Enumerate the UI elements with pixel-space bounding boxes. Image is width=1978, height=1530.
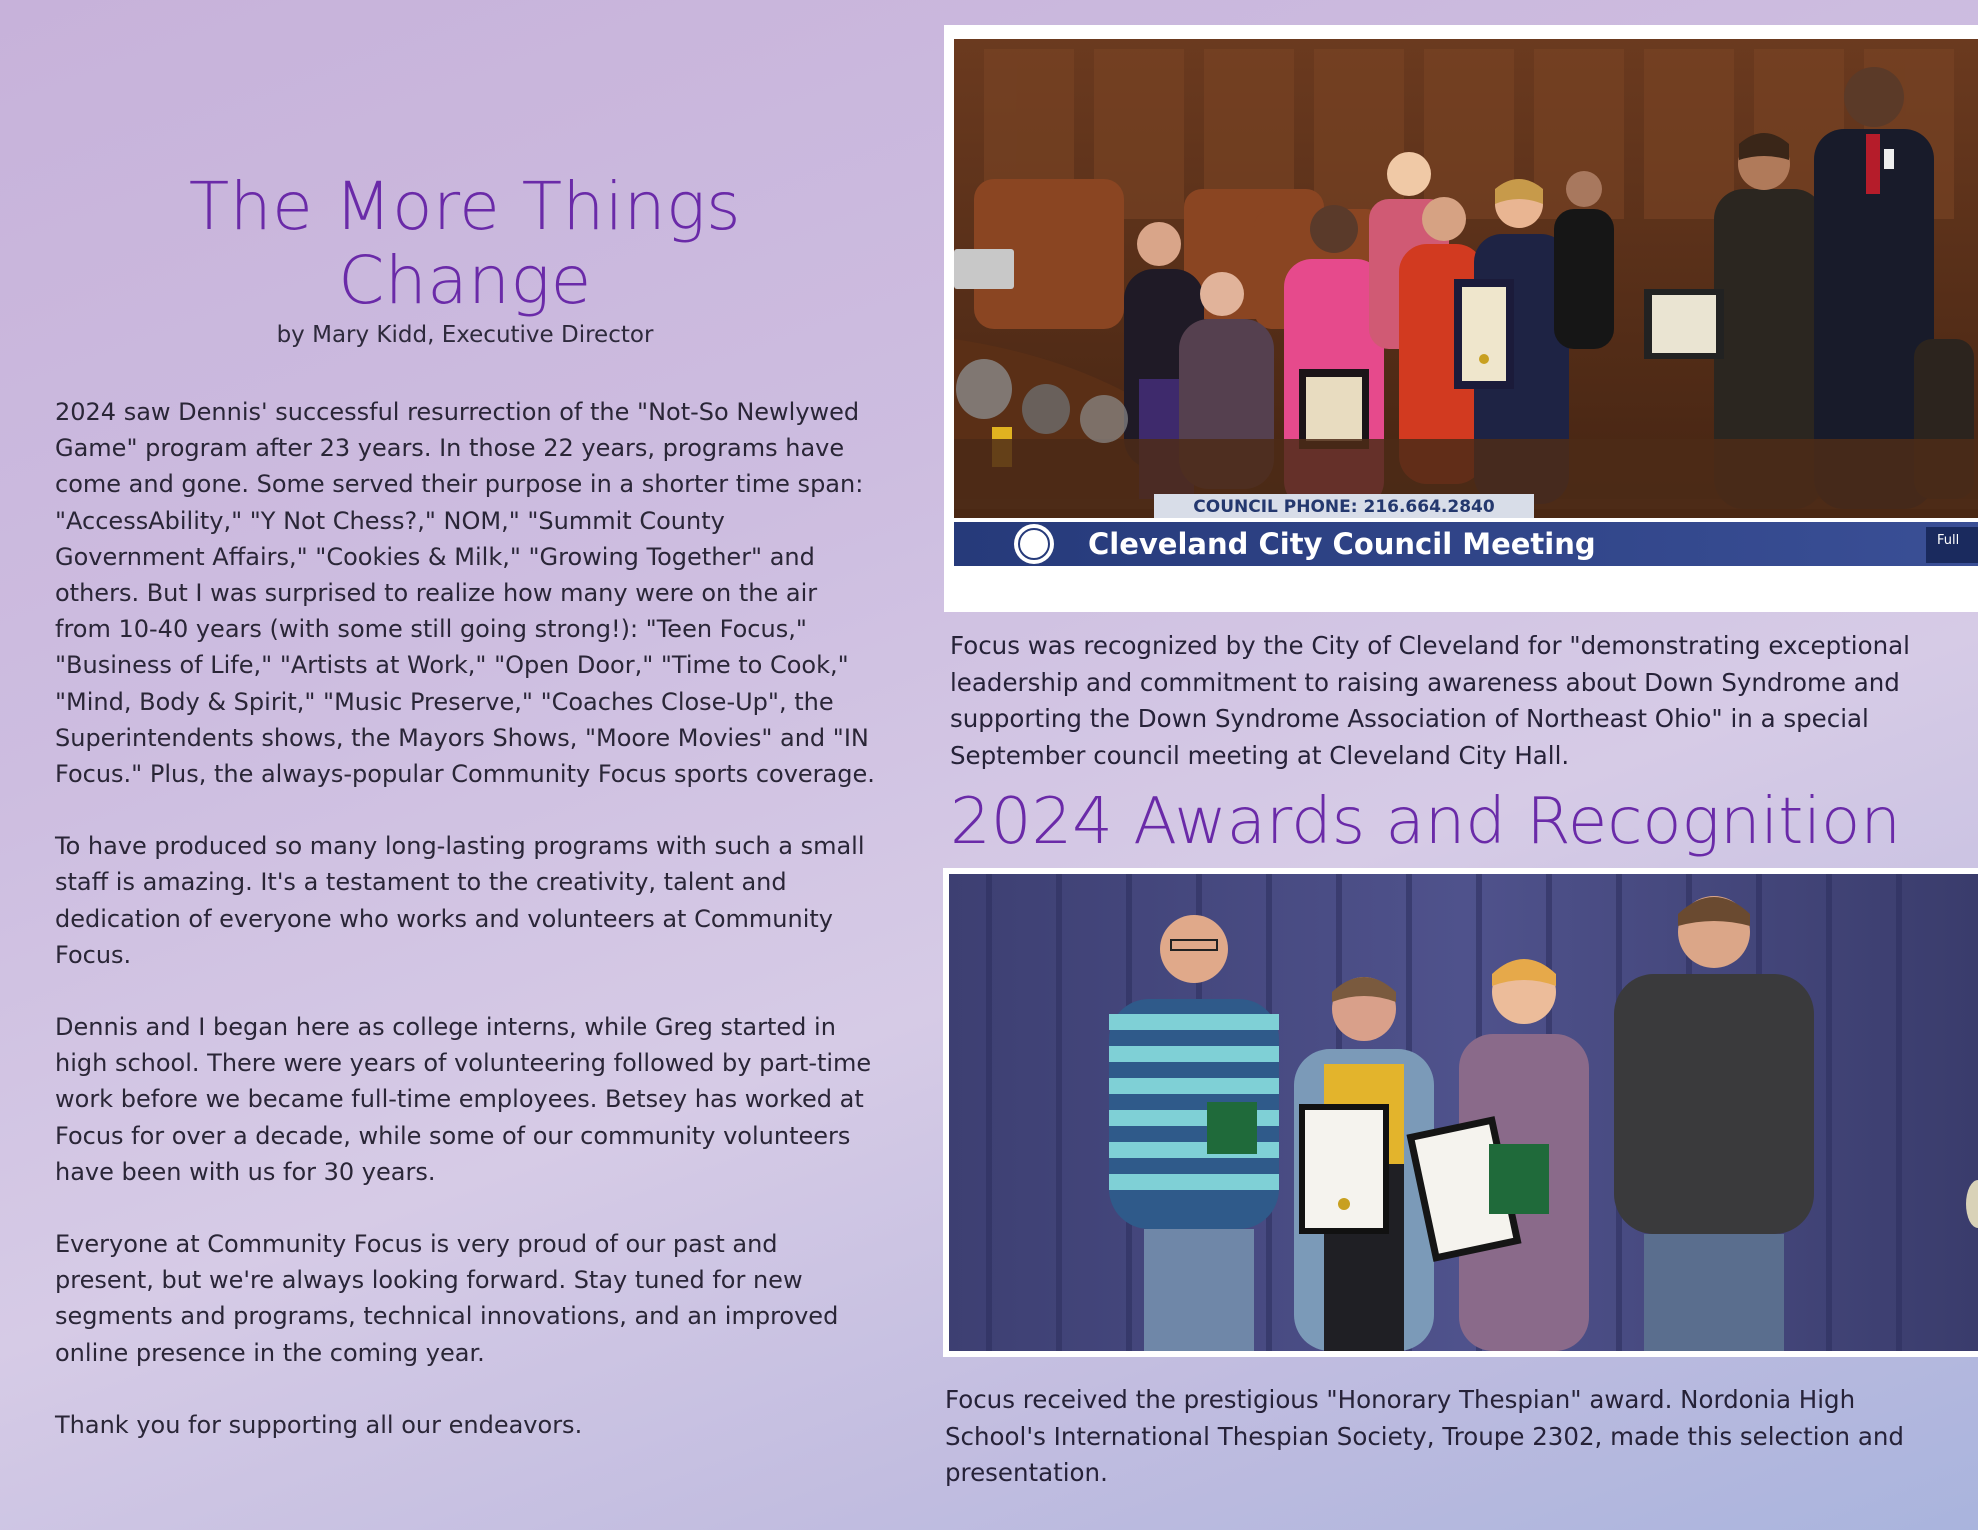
paragraph: 2024 saw Dennis' successful resurrection of the "Not-So Newlywed Game" program after 23 years. In those 22 years, programs have come and gone. Some served their purpose in a shorter time span: "AccessAbility," "Y Not Chess?," NOM," "Summit County Government Affairs," "Cookies & Milk," "Growing Together" and others. But I was surprised to realize how many were on the air from 10-40 years (with some still going strong!): "Teen Focus," "Business of Life," "Artists at Work," "Open Door," "Time to Cook," "Mind, Body & Spirit," "Music Preserve," "Coaches Close-Up", the Superintendents shows, the Mayors Shows, "Moore Movies" and "IN Focus." Plus, the always-popular Community Focus sports coverage. [55,398,875,789]
banner-title: Cleveland City Council Meeting [1088,527,1596,561]
council-meeting-scene [954,39,1978,612]
council-meeting-photo [944,25,1978,612]
council-phone-text: COUNCIL PHONE: 216.664.2840 [1193,497,1495,517]
article [55,170,875,1479]
article-title: The More Things Change [188,168,742,319]
council-caption: Focus was recognized by the City of Cleveland for "demonstrating exceptional leadership and commitment to raising awareness about Down Syndrome and supporting the Down Syndrome Association of Northeast Ohio" in a special September council meeting at Cleveland City Hall. [950,631,1910,770]
paragraph: To have produced so many long-lasting programs with such a small staff is amazing. It's a testament to the creativity, talent and dedication of everyone who works and volunteers at Community Focus. [55,832,865,969]
awards-heading: 2024 Awards and Recognition [950,785,1901,859]
paragraph: Dennis and I began here as college interns, while Greg started in high school. There were years of volunteering followed by part-time work before we became full-time employees. Betsey has worked at Focus for over a decade, while some of our community volunteers have been with us for 30 years. [55,1013,872,1186]
paragraph: Everyone at Community Focus is very proud of our past and present, but we're always looking forward. Stay tuned for new segments and programs, technical innovations, and an improved online presence in the coming year. [55,1230,839,1367]
byline: by Mary Kidd, Executive Director [276,322,654,348]
thespian-award-photo [943,868,1978,1357]
paragraph: Thank you for supporting all our endeavors. [55,1410,583,1439]
award-group-scene [949,874,1978,1351]
full-screen-label: Full [1937,533,1960,548]
thespian-caption: Focus received the prestigious "Honorary Thespian" award. Nordonia High School's International Thespian Society, Troupe 2302, made this selection and presentation. [945,1385,1904,1487]
article-body [55,394,875,1443]
laptop [954,249,1014,289]
